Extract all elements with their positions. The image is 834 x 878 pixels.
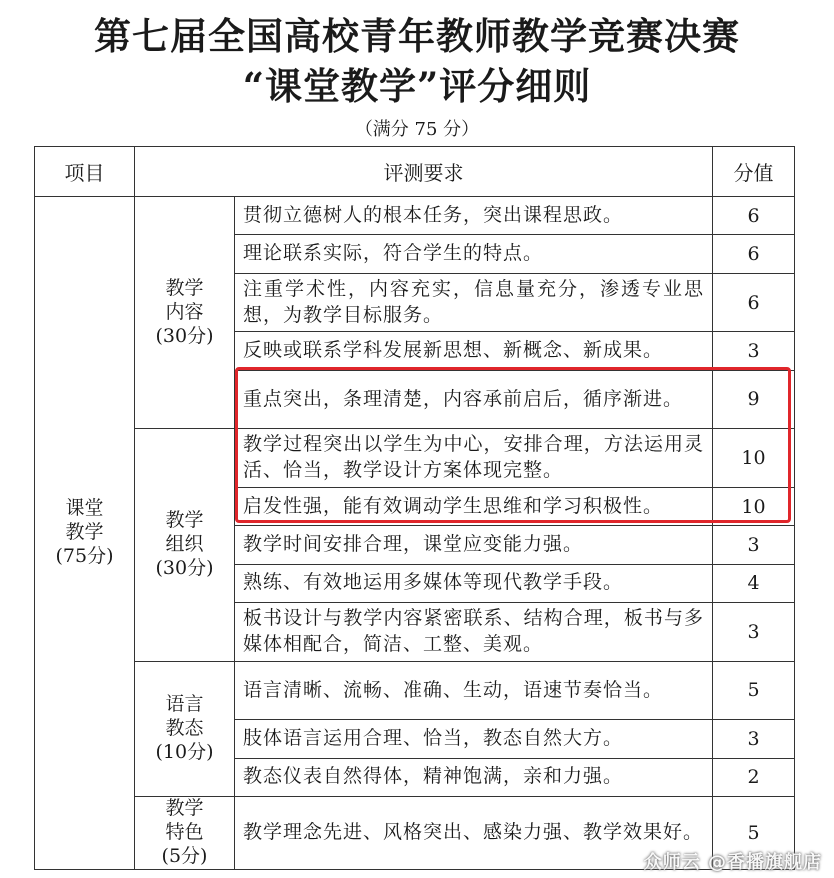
score-cell: 3 [713,602,795,661]
score-cell: 9 [713,370,795,429]
table-row [35,661,795,720]
group-name-cell: 教学 特色 (5分) [135,796,235,869]
score-cell: 6 [713,273,795,332]
requirement-cell: 注重学术性，内容充实，信息量充分，渗透专业思想，为教学目标服务。 [235,273,713,332]
title-line-2: “课堂教学”评分细则 [242,64,592,108]
full-score-subtitle: （满分 75 分） [354,119,480,140]
score-cell: 4 [713,564,795,602]
score-cell: 6 [713,197,795,235]
requirement-cell: 教学理念先进、风格突出、感染力强、教学效果好。 [235,796,713,869]
requirement-cell: 肢体语言运用合理、恰当，教态自然大方。 [235,720,713,758]
requirement-cell: 教学时间安排合理，课堂应变能力强。 [235,526,713,564]
score-cell: 2 [713,758,795,796]
requirement-cell: 熟练、有效地运用多媒体等现代教学手段。 [235,564,713,602]
score-cell: 3 [713,332,795,370]
score-cell: 5 [713,796,795,869]
header-requirement: 评测要求 [135,147,713,197]
requirement-cell: 启发性强，能有效调动学生思维和学习积极性。 [235,487,713,525]
group-name-cell: 语言 教态 (10分) [135,661,235,796]
score-cell: 3 [713,720,795,758]
requirement-cell: 教态仪表自然得体，精神饱满，亲和力强。 [235,758,713,796]
score-cell: 5 [713,661,795,720]
group-name-cell: 教学 内容 (30分) [135,197,235,429]
requirement-cell: 教学过程突出以学生为中心，安排合理，方法运用灵活、恰当，教学设计方案体现完整。 [235,429,713,488]
requirement-cell: 重点突出，条理清楚，内容承前启后，循序渐进。 [235,370,713,429]
table-header-row [35,147,795,197]
watermark: 众师云 @香播旗舰店 [643,852,822,873]
requirement-cell: 反映或联系学科发展新思想、新概念、新成果。 [235,332,713,370]
header-item: 项目 [35,147,135,197]
requirement-cell: 贯彻立德树人的根本任务，突出课程思政。 [235,197,713,235]
requirement-cell: 板书设计与教学内容紧密联系、结构合理，板书与多媒体相配合，简洁、工整、美观。 [235,602,713,661]
score-cell: 3 [713,526,795,564]
header-score: 分值 [713,147,795,197]
score-cell: 10 [713,487,795,525]
scoring-table [34,146,795,870]
score-cell: 10 [713,429,795,488]
group-name-cell: 教学 组织 (30分) [135,429,235,661]
category-cell: 课堂 教学 (75分) [35,197,135,870]
title-line-1: 第七届全国高校青年教师教学竞赛决赛 [94,14,740,58]
table-row [35,197,795,235]
table-row [35,429,795,488]
requirement-cell: 理论联系实际，符合学生的特点。 [235,235,713,273]
score-cell: 6 [713,235,795,273]
requirement-cell: 语言清晰、流畅、准确、生动，语速节奏恰当。 [235,661,713,720]
